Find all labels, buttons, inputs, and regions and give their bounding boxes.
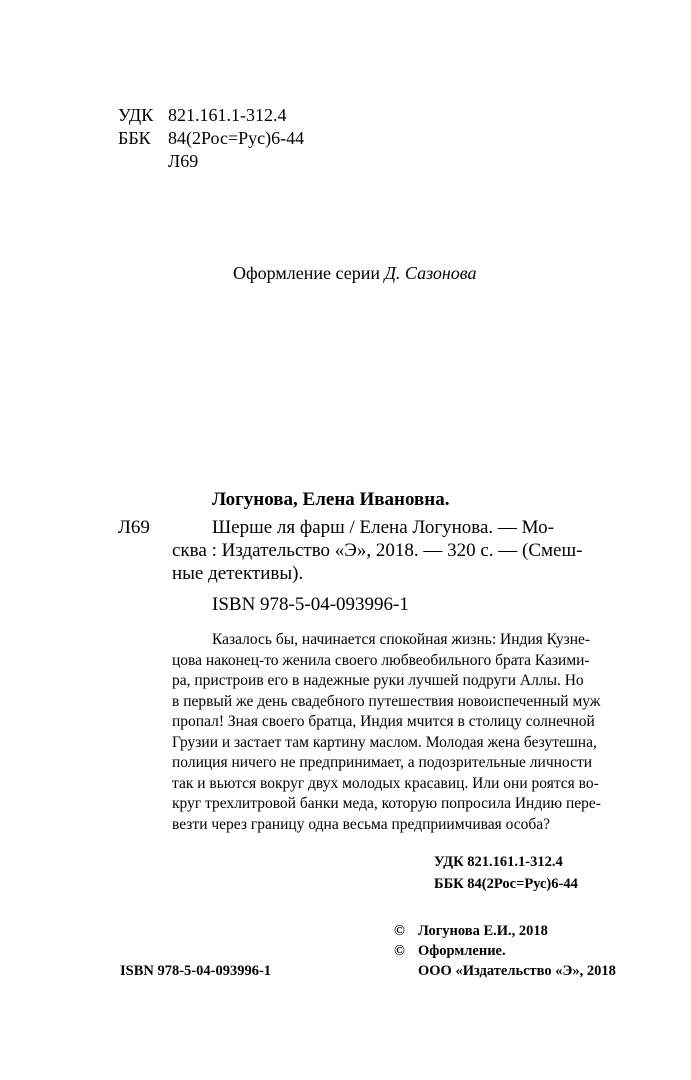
- annotation-line: так и вьются вокруг двух молодых красавиц. Или они роятся во-: [172, 774, 599, 792]
- annotation-line: везти через границу одна весьма предприимчивая особа?: [172, 815, 551, 833]
- annotation-line: Грузии и застает там картину маслом. Молодая жена безутешна,: [172, 733, 597, 751]
- bbk-value: 84(2Рос=Рус)6-44: [168, 128, 305, 148]
- bib-line-2: сква : Издательство «Э», 2018. — 320 с. — (Смеш-: [172, 540, 583, 561]
- copyright-line-1: [394, 921, 548, 941]
- udk-value: 821.161.1-312.4: [168, 105, 287, 125]
- copyright-icon: ©: [394, 923, 405, 939]
- udk-line: [118, 104, 287, 126]
- annotation-line: Казалось бы, начинается спокойная жизнь: Индия Кузне-: [212, 631, 591, 648]
- bib-line-1: Шерше ля фарш / Елена Логунова. — Мо-: [212, 517, 554, 538]
- bbk-line: [118, 127, 304, 149]
- annotation-line: пропал! Зная своего братца, Индия мчится в столицу солнечной: [172, 713, 595, 730]
- series-designer: Д. Сазонова: [384, 263, 477, 283]
- bib-line-3: ные детективы).: [172, 563, 304, 584]
- bib-author: Логунова, Елена Ивановна.: [212, 489, 450, 510]
- annotation-line: в первый же день свадебного путешествия новоиспеченный муж: [172, 692, 601, 710]
- copyright-design: Оформление.: [418, 943, 506, 959]
- udk-label: УДК: [118, 105, 154, 125]
- annotation-line: ра, пристроив его в надежные руки лучшей подруги Аллы. Но: [172, 672, 584, 689]
- series-design-text: Оформление серии: [233, 263, 380, 283]
- bottom-udk: УДК 821.161.1-312.4: [434, 854, 563, 870]
- footer-isbn: ISBN 978-5-04-093996-1: [120, 963, 272, 979]
- series-design: [233, 262, 476, 284]
- bottom-bbk: ББК 84(2Рос=Рус)6-44: [434, 876, 578, 892]
- annotation-line: цова наконец-то женила своего любвеобильного брата Казими-: [172, 651, 590, 669]
- copyright-icon: ©: [394, 943, 405, 959]
- copyright-author: Логунова Е.И., 2018: [418, 923, 548, 939]
- annotation-line: полиция ничего не предпринимает, а подозрительные личности: [172, 754, 593, 771]
- bbk-label: ББК: [118, 128, 151, 148]
- copyright-publisher: ООО «Издательство «Э», 2018: [418, 963, 616, 979]
- copyright-line-2: [394, 941, 506, 961]
- bib-code: Л69: [118, 517, 150, 538]
- annotation-line: круг трехлитровой банки меда, которую попросила Индию пере-: [172, 795, 601, 812]
- bib-isbn: ISBN 978-5-04-093996-1: [212, 594, 409, 615]
- author-code: Л69: [168, 151, 199, 171]
